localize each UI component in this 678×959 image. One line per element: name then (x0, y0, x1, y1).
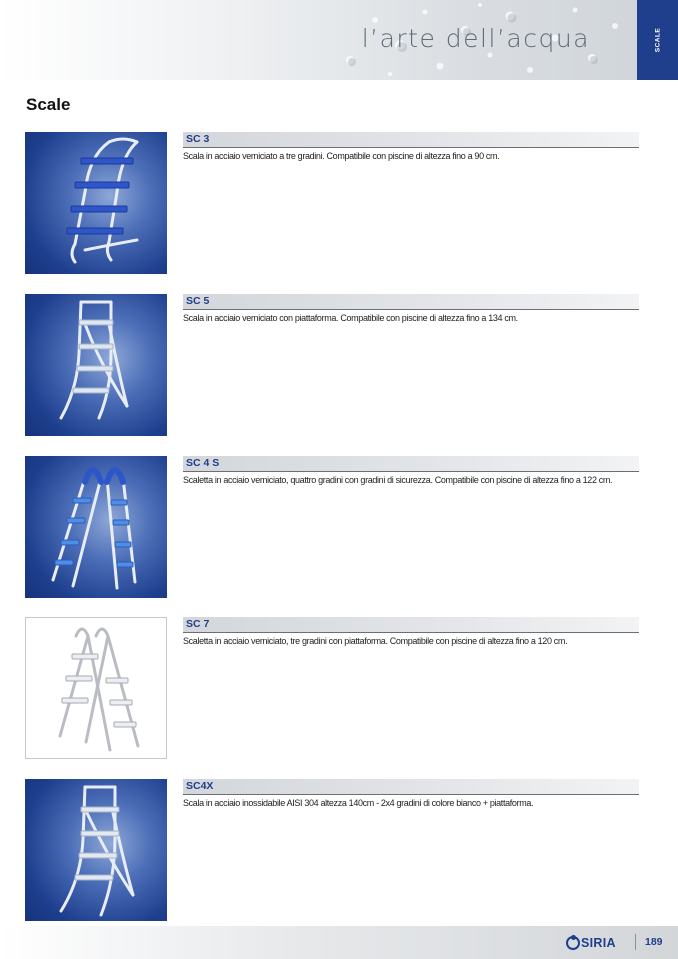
page-number: 189 (645, 936, 663, 948)
page-title: Scale (26, 95, 71, 114)
product-code-bar (183, 132, 639, 148)
product-image-sc4s (25, 456, 167, 598)
product-sc4s (25, 456, 639, 598)
product-code-bar (183, 456, 639, 472)
product-description: Scaletta in acciaio verniciato, quattro gradini con gradini di sicurezza. Compatibile con piscine di altezza fino a 122 cm. (183, 475, 613, 485)
product-description: Scala in acciaio verniciato a tre gradini. Compatibile con piscine di altezza fino a 90 cm. (183, 151, 500, 161)
product-sc5 (25, 294, 639, 436)
product-code: SC 7 (186, 618, 210, 630)
a-frame-ladder-icon (25, 456, 167, 598)
ladder-icon (25, 294, 167, 436)
product-description: Scaletta in acciaio verniciato, tre gradini con piattaforma. Compatibile con piscine di altezza fino a 120 cm. (183, 636, 568, 646)
footer-divider (635, 934, 636, 950)
product-image-sc7 (25, 617, 167, 759)
ladder-icon (25, 132, 167, 274)
product-code-bar (183, 779, 639, 795)
product-image-sc3 (25, 132, 167, 274)
product-sc3 (25, 132, 639, 274)
product-sc4x (25, 779, 639, 921)
product-image-sc5 (25, 294, 167, 436)
brand-o-icon (566, 936, 580, 950)
product-code: SC4X (186, 780, 214, 792)
product-image-sc4x (25, 779, 167, 921)
product-code: SC 4 S (186, 457, 220, 469)
product-description: Scala in acciaio verniciato con piattaforma. Compatibile con piscine di altezza fino a 134 cm. (183, 313, 518, 323)
product-code: SC 5 (186, 295, 210, 307)
product-code-bar (183, 617, 639, 633)
product-sc7 (25, 617, 639, 759)
header-title: l’arte dell’acqua (361, 24, 590, 53)
product-code: SC 3 (186, 133, 210, 145)
section-side-tab (637, 0, 678, 80)
a-frame-ladder-icon (26, 618, 167, 759)
product-code-bar (183, 294, 639, 310)
brand-name: SIRIA (581, 936, 616, 950)
ladder-icon (25, 779, 167, 921)
page-header (0, 0, 678, 80)
product-description: Scala in acciaio inossidabile AISI 304 altezza 140cm - 2x4 gradini di colore bianco + piattaforma. (183, 798, 534, 808)
brand-logo (566, 934, 616, 952)
side-tab-label: SCALE (654, 27, 661, 53)
